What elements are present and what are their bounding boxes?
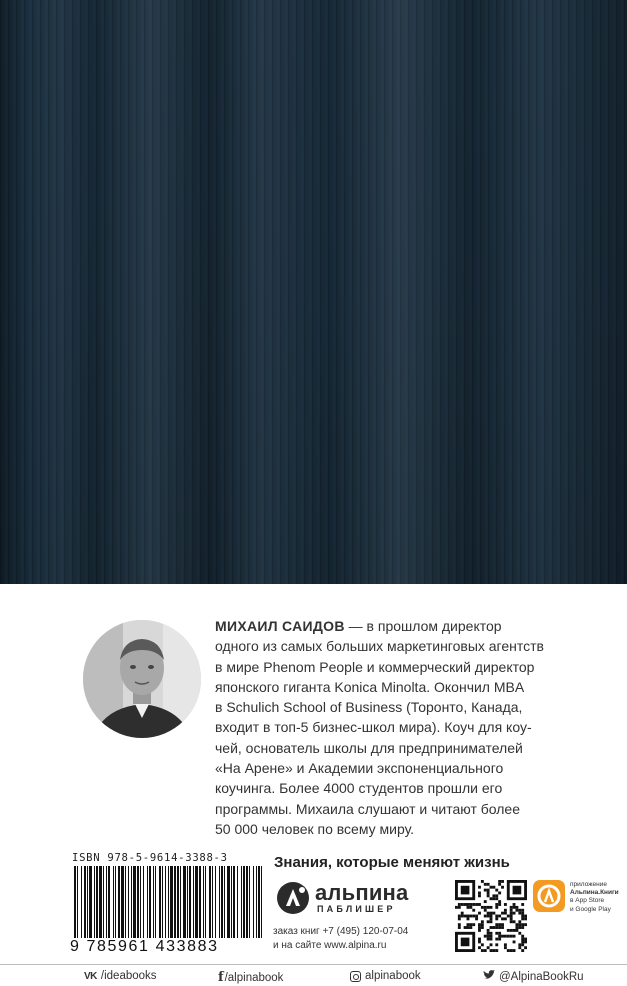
bio-line: чей, основатель школы для предпринимателей <box>215 739 523 756</box>
tagline: Знания, которые меняют жизнь <box>274 854 510 871</box>
bio-line: коучинга. Более 4000 студентов прошли его <box>215 780 503 797</box>
social-facebook[interactable]: f /alpinabook <box>218 970 284 985</box>
alpina-app-icon <box>533 880 565 912</box>
publisher-sub: ПАБЛИШЕР <box>317 904 396 914</box>
author-bio <box>215 616 615 839</box>
vk-icon: VK <box>84 970 97 982</box>
barcode-number: 9 785961 433883 <box>70 938 219 955</box>
order-site: и на сайте www.alpina.ru <box>273 940 387 951</box>
publisher-name: альпина <box>315 880 409 905</box>
bio-line: «На Арене» и Академии экспоненциального <box>215 760 504 777</box>
bio-line: входит в топ-5 бизнес-школ мира). Коуч для коу- <box>215 719 532 736</box>
alpina-logo-icon <box>275 880 311 916</box>
social-twitter[interactable]: @AlpinaBookRu <box>483 970 584 983</box>
bio-line: программы. Михаила слушают и читают более <box>215 800 520 817</box>
instagram-icon <box>350 971 361 982</box>
publisher-logo <box>275 878 445 918</box>
bio-line: МИХАИЛ САИДОВ — в прошлом директор <box>215 618 502 634</box>
facebook-icon: f <box>218 970 224 985</box>
bio-line: в мире Phenom People и коммерческий директор <box>215 658 535 675</box>
bio-line: в Schulich School of Business (Торонто, Канада, <box>215 699 523 716</box>
author-name: МИХАИЛ САИДОВ <box>215 618 345 634</box>
order-phone: заказ книг +7 (495) 120-07-04 <box>273 926 409 937</box>
app-promo-text: приложение Альпина.Книги в App Store и Google Play <box>570 881 619 913</box>
bio-line: 50 000 человек по всему миру. <box>215 820 415 837</box>
bio-line: японского гиганта Konica Minolta. Окончил MBA <box>215 678 525 695</box>
barcode <box>74 866 262 938</box>
social-instagram[interactable]: alpinabook <box>350 970 421 982</box>
qr-code <box>455 880 527 952</box>
twitter-icon <box>483 970 495 983</box>
footer-divider <box>0 964 627 965</box>
author-photo <box>83 620 201 738</box>
bio-line: одного из самых больших маркетинговых агентств <box>215 638 544 655</box>
isbn-text: ISBN 978-5-9614-3388-3 <box>72 852 228 864</box>
social-vk[interactable]: VK /ideabooks <box>84 970 157 982</box>
order-info <box>273 925 408 953</box>
